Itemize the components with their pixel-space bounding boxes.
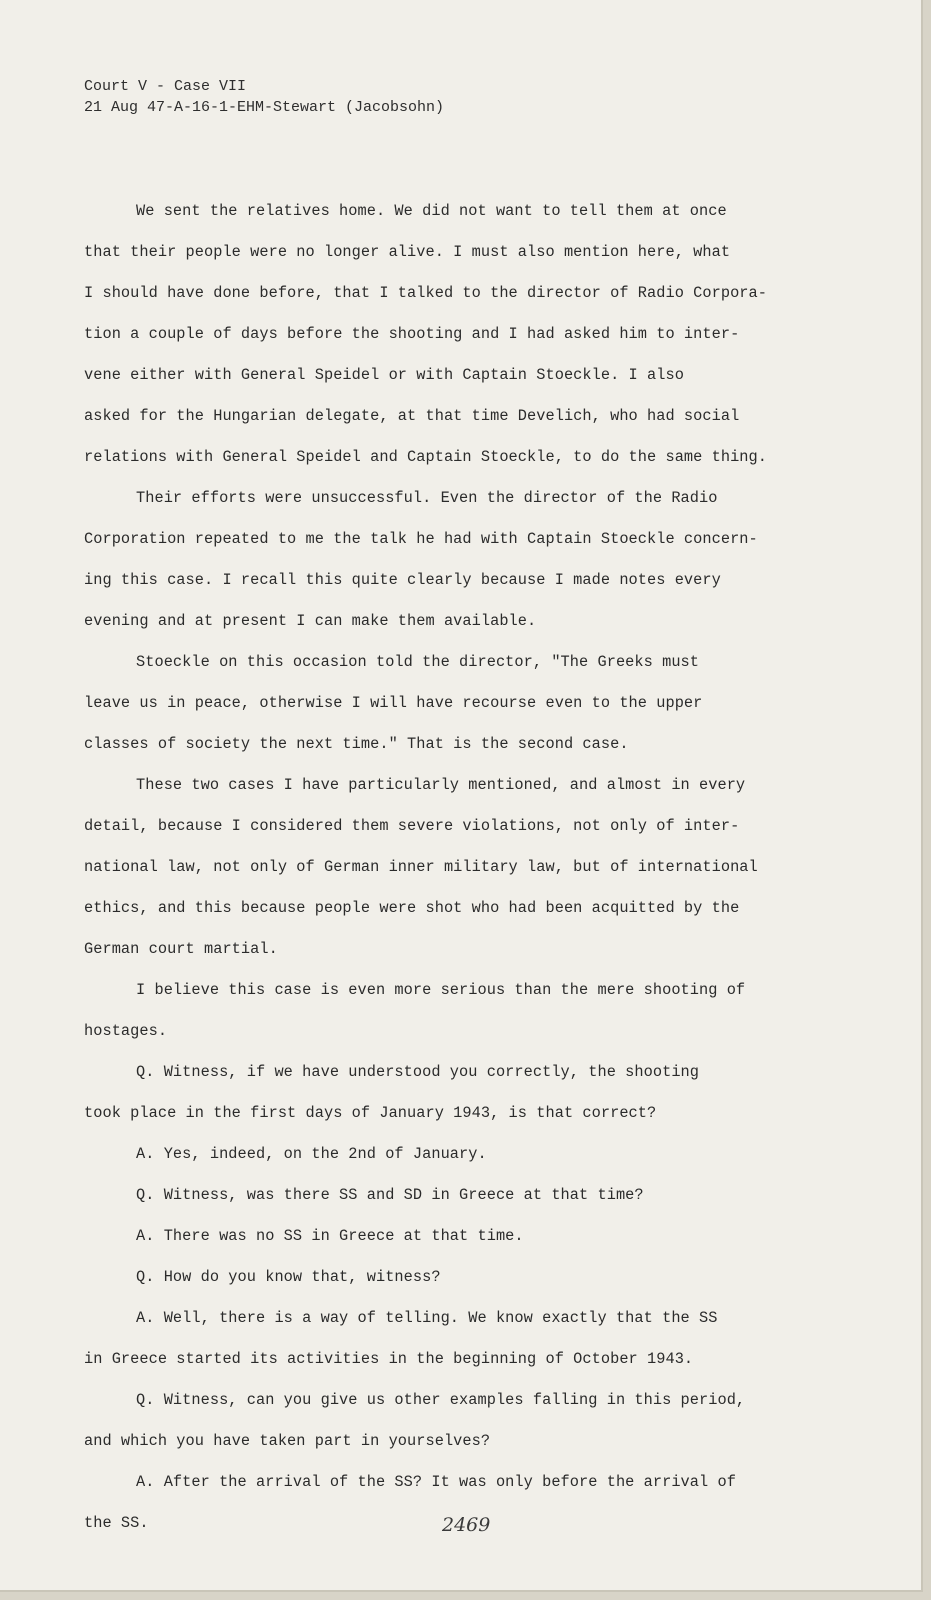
header-court-case: Court V - Case VII (84, 78, 247, 95)
transcript-line: relations with General Speidel and Captain Stoeckle, to do the same thing. (84, 448, 767, 466)
transcript-line: A. After the arrival of the SS? It was only before the arrival of (136, 1473, 736, 1491)
transcript-line: leave us in peace, otherwise I will have recourse even to the upper (84, 694, 703, 712)
transcript-line: Q. How do you know that, witness? (136, 1268, 441, 1286)
transcript-line: A. There was no SS in Greece at that time. (136, 1227, 524, 1245)
transcript-line: Q. Witness, can you give us other examples falling in this period, (136, 1391, 746, 1409)
transcript-line: Q. Witness, was there SS and SD in Greece at that time? (136, 1186, 644, 1204)
transcript-line: We sent the relatives home. We did not want to tell them at once (136, 202, 727, 220)
transcript-body (84, 191, 844, 1544)
transcript-line: These two cases I have particularly mentioned, and almost in every (136, 776, 746, 794)
transcript-line: German court martial. (84, 940, 278, 958)
transcript-line: vene either with General Speidel or with Captain Stoeckle. I also (84, 366, 684, 384)
transcript-line: hostages. (84, 1022, 168, 1040)
transcript-line: A. Well, there is a way of telling. We know exactly that the SS (136, 1309, 718, 1327)
transcript-line: and which you have taken part in yourselves? (84, 1432, 491, 1450)
transcript-line: I should have done before, that I talked to the director of Radio Corpora- (84, 284, 767, 302)
page-number: 2469 (442, 1514, 491, 1536)
transcript-line: evening and at present I can make them available. (84, 612, 537, 630)
transcript-line: Stoeckle on this occasion told the director, "The Greeks must (136, 653, 700, 671)
transcript-line: detail, because I considered them severe violations, not only of inter- (84, 817, 740, 835)
transcript-line: ing this case. I recall this quite clearly because I made notes every (84, 571, 721, 589)
header-date-reference: 21 Aug 47-A-16-1-EHM-Stewart (Jacobsohn) (84, 99, 445, 116)
transcript-line: national law, not only of German inner military law, but of international (84, 858, 758, 876)
transcript-line: classes of society the next time." That is the second case. (84, 735, 629, 753)
transcript-line: the SS. (84, 1514, 149, 1532)
transcript-line: I believe this case is even more serious than the mere shooting of (136, 981, 746, 999)
transcript-line: took place in the first days of January 1943, is that correct? (84, 1104, 657, 1122)
transcript-line: ethics, and this because people were shot who had been acquitted by the (84, 899, 740, 917)
transcript-line: Their efforts were unsuccessful. Even the director of the Radio (136, 489, 718, 507)
transcript-line: that their people were no longer alive. I must also mention here, what (84, 243, 731, 261)
transcript-line: A. Yes, indeed, on the 2nd of January. (136, 1145, 487, 1163)
transcript-line: tion a couple of days before the shooting and I had asked him to inter- (84, 325, 740, 343)
transcript-line: Corporation repeated to me the talk he had with Captain Stoeckle concern- (84, 530, 758, 548)
transcript-line: in Greece started its activities in the beginning of October 1943. (84, 1350, 694, 1368)
transcript-line: asked for the Hungarian delegate, at that time Develich, who had social (84, 407, 740, 425)
document-header (84, 76, 444, 118)
transcript-line: Q. Witness, if we have understood you correctly, the shooting (136, 1063, 700, 1081)
